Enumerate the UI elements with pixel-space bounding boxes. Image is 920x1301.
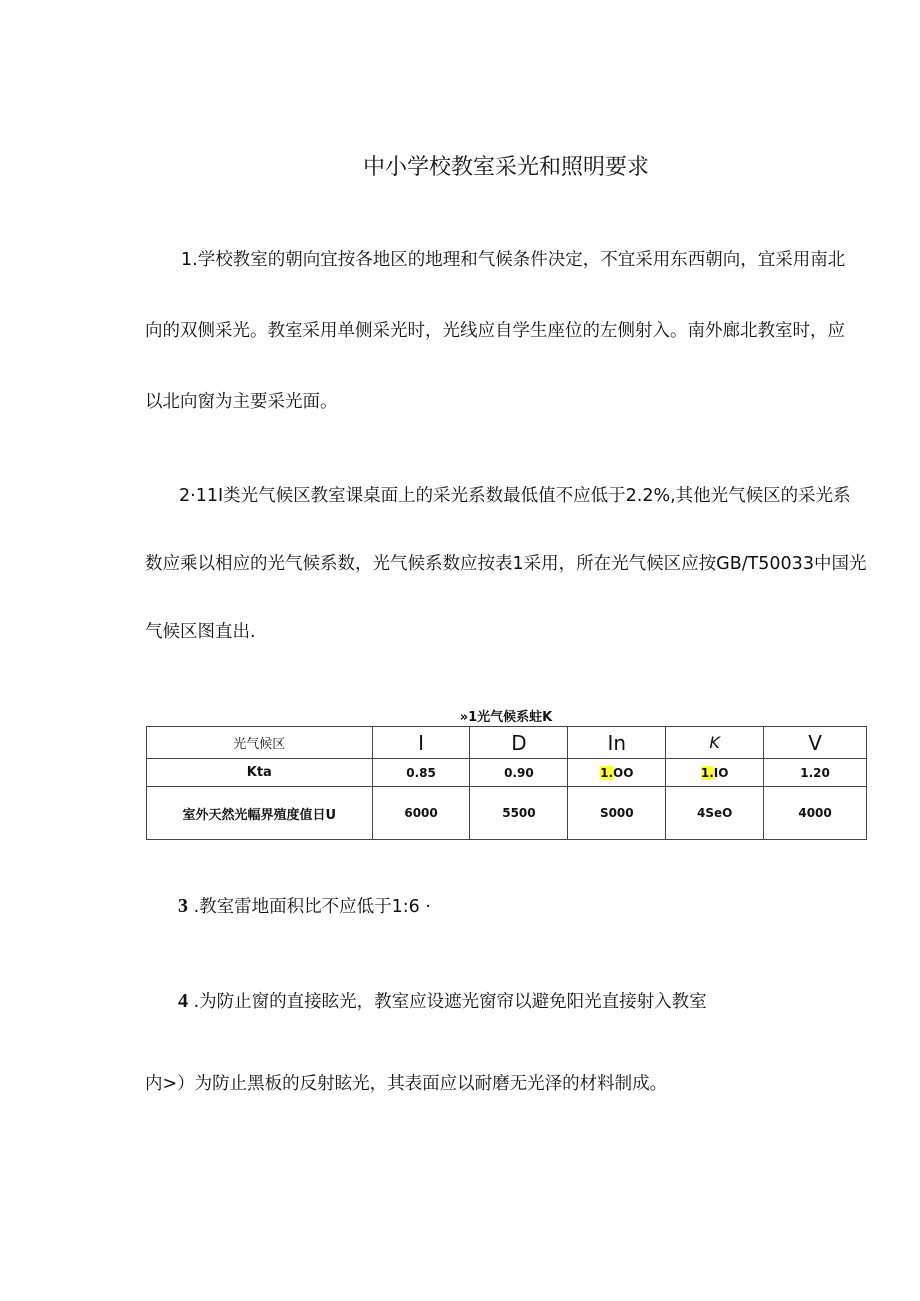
paragraph-daylight-factor: [145, 484, 885, 645]
table-header-cell: I: [372, 727, 470, 759]
table-row-label: Kta: [147, 759, 373, 787]
table-cell: [372, 759, 470, 787]
table-row-illuminance: [147, 787, 867, 840]
paragraph-line: 以北向窗为主要采光面。: [145, 392, 338, 412]
cell-text: 0.90: [504, 765, 534, 780]
table-cell: [568, 759, 666, 787]
table-row-k-value: [147, 759, 867, 787]
paragraph-line: 2·11I类光气候区教室课桌面上的采光系数最低值不应低于2.2%,其他光气候区的采光系: [179, 486, 851, 506]
table-header-label: 光气候区: [147, 727, 373, 759]
paragraph-glare-continuation: 内>）为防止黑板的反射眩光，其表面应以耐磨无光泽的材料制成。: [145, 1074, 668, 1094]
cell-text: IO: [713, 765, 729, 780]
table-cell: S000: [568, 787, 666, 840]
table-header-cell: D: [470, 727, 568, 759]
paragraph-area-ratio: [178, 893, 431, 918]
table-cell: [764, 759, 867, 787]
table-header-cell: K: [666, 727, 764, 759]
table-cell: [666, 759, 764, 787]
paragraph-line: 向的双侧采光。教室采用单侧采光时，光线应自学生座位的左侧射入。南外廊北教室时，应: [145, 321, 845, 341]
paragraph-number: 3: [178, 895, 188, 917]
paragraph-number: 4: [178, 990, 188, 1012]
highlighted-text: 1.: [600, 765, 614, 780]
table-row-label: 室外天然光幅界殖度值日U: [147, 787, 373, 840]
highlighted-text: 1.: [700, 765, 714, 780]
paragraph-glare: [178, 988, 707, 1013]
cell-text: 1.20: [800, 765, 830, 780]
table-header-cell: V: [764, 727, 867, 759]
paragraph-line: 1.学校教室的朝向宜按各地区的地理和气候条件决定，不宜采用东西朝向，宜采用南北: [181, 250, 846, 270]
table-caption: »1光气候系蛀K: [459, 710, 553, 725]
table-cell: 5500: [470, 787, 568, 840]
paragraph-text: .为防止窗的直接眩光，教室应设遮光窗帘以避免阳光直接射入教室: [188, 992, 707, 1012]
table-cell: 4SeO: [666, 787, 764, 840]
cell-text: OO: [613, 765, 634, 780]
document-title: 中小学校教室采光和照明要求: [362, 155, 649, 180]
table-header-row: [147, 727, 867, 759]
table-cell: 6000: [372, 787, 470, 840]
table-cell: 4000: [764, 787, 867, 840]
table-header-cell: In: [568, 727, 666, 759]
paragraph-line: 气候区图直出.: [145, 622, 256, 642]
table-cell: [470, 759, 568, 787]
paragraph-orientation: [145, 248, 885, 415]
cell-text: 0.85: [406, 765, 436, 780]
paragraph-line: 数应乘以相应的光气候系数，光气候系数应按表1采用，所在光气候区应按GB/T50033中国光: [145, 554, 867, 574]
paragraph-text: .教室雷地面积比不应低于1:6 ·: [188, 897, 431, 917]
light-climate-table: [146, 726, 867, 840]
